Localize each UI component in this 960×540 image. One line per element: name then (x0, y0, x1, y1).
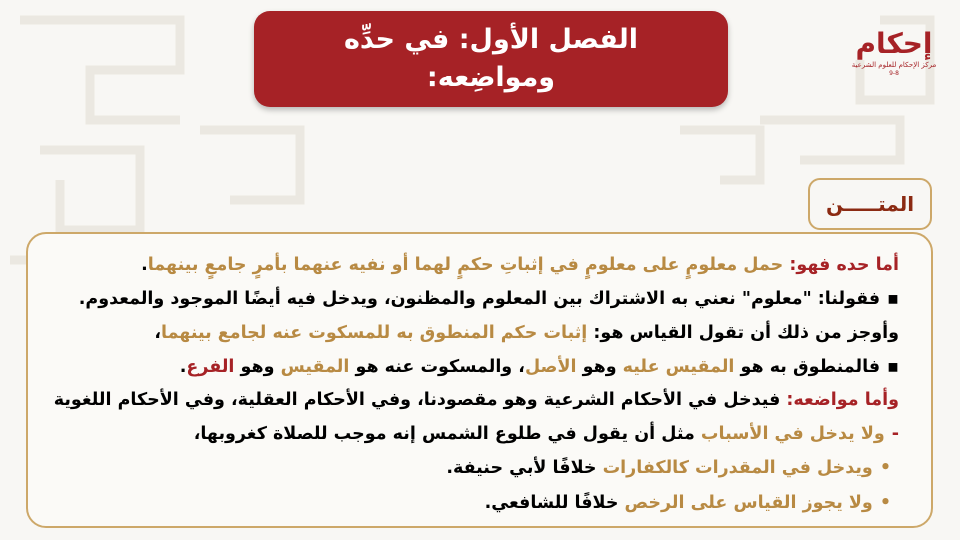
concise-definition: إثبات حكم المنطوق به للمسكوت عنه لجامع بينهما (161, 323, 588, 343)
content-box (26, 232, 933, 528)
section-label-tab (808, 178, 932, 230)
logo-subtitle: مركز الإحكام للعلوم الشرعية (851, 61, 937, 69)
definition-text: حمل معلومٍ على معلومٍ في إثباتِ حكمٍ لهما أو نفيه عنهما بأمرٍ جامعٍ بينهما (147, 255, 790, 275)
term-maqis-alayh: المقيس عليه (622, 357, 735, 377)
term-far: الفرع (186, 357, 235, 377)
lead-mawadi: وأما مواضعه: (786, 390, 899, 410)
terms-part2: وهو (576, 357, 623, 377)
square-bullet-icon: ▪ (887, 289, 899, 309)
rukhas-lead: ولا يجوز القياس على الرخص (624, 493, 873, 513)
terms-part3: ، والمسكوت عنه هو (349, 357, 525, 377)
slide-title-line2: ومواضِعه: (426, 62, 556, 93)
mawadi-text: فيدخل في الأحكام الشرعية وهو مقصودنا، وفي الأحكام العقلية، وفي الأحكام اللغوية (53, 390, 787, 410)
comma: ، (154, 323, 161, 343)
slide-title-box (254, 11, 728, 107)
text-line-concise (3, 320, 899, 346)
logo-number: ‪9-8‬ (889, 70, 899, 77)
section-label: المتـــــن (825, 192, 915, 216)
brand-logo (846, 28, 942, 96)
muqaddarat-text: خلافًا لأبي حنيفة. (446, 458, 603, 478)
dash-bullet-icon: - (891, 424, 899, 444)
text-line-muqaddarat (0, 455, 891, 481)
term-asl: الأصل (524, 357, 577, 377)
text-line-maloom (3, 286, 899, 312)
concise-intro: وأوجز من ذلك أن تقول القياس هو: (587, 323, 899, 343)
term-maqis: المقيس (280, 357, 350, 377)
lead-definition: أما حده فهو: (789, 255, 899, 275)
rukhas-text: خلافًا للشافعي. (484, 493, 625, 513)
text-line-definition (3, 252, 899, 278)
logo-name: إحكام (855, 27, 933, 60)
slide-title-line1: الفصل الأول: في حدِّه (343, 24, 639, 55)
terms-part1: فالمنطوق به هو (734, 357, 881, 377)
dot-bullet-icon: • (879, 458, 891, 478)
terms-part4: وهو (234, 357, 281, 377)
maloom-text: فقولنا: "معلوم" نعني به الاشتراك بين المعلوم والمظنون، ويدخل فيه أيضًا الموجود والمعدوم. (78, 289, 881, 309)
text-line-rukhas (0, 490, 891, 516)
square-bullet-icon: ▪ (887, 357, 899, 377)
text-line-mawadi (3, 387, 899, 413)
asbab-lead: ولا يدخل في الأسباب (700, 424, 885, 444)
text-line-terms: ▪فالمنطوق به هو المقيس عليه وهو الأصل، والمسكوت عنه هو المقيس وهو الفرع. (3, 354, 899, 380)
text-line-asbab (3, 421, 899, 447)
muqaddarat-lead: ويدخل في المقدرات كالكفارات (602, 458, 873, 478)
dot-bullet-icon: • (879, 493, 891, 513)
asbab-text: مثل أن يقول في طلوع الشمس إنه موجب للصلاة كغروبها، (193, 424, 701, 444)
period: . (141, 255, 148, 275)
